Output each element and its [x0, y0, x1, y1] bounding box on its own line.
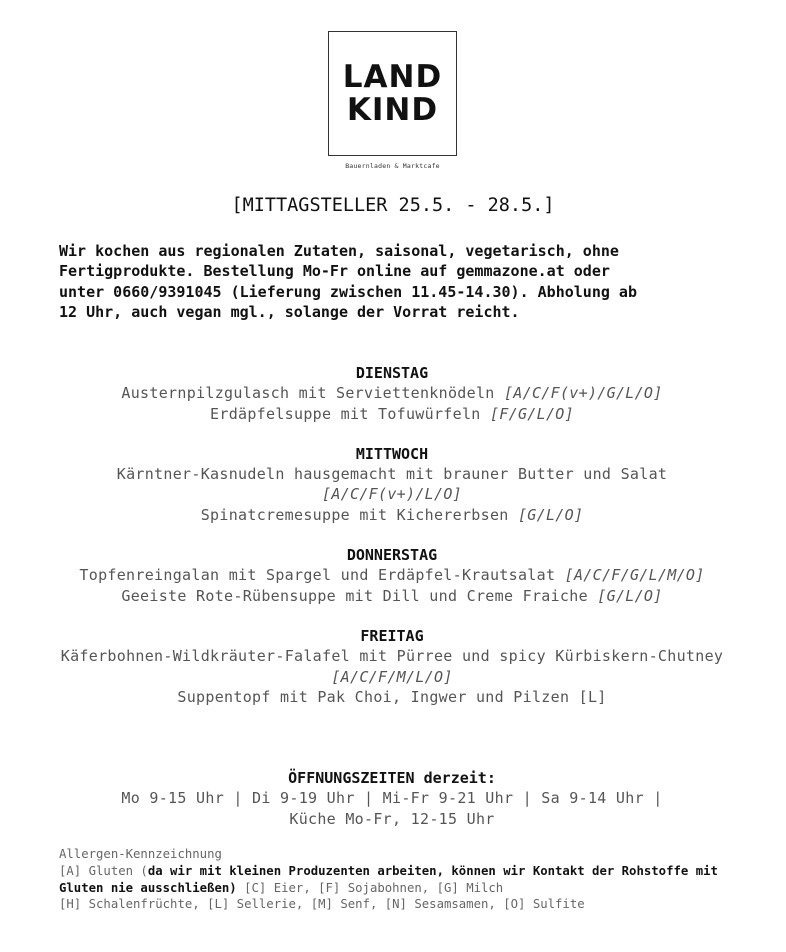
logo-word-kind: KIND: [346, 91, 439, 128]
dish-name: Käferbohnen-Wildkräuter-Falafel mit Pürree und spicy Kürbiskern-Chutney: [60, 647, 724, 666]
intro-text: Wir kochen aus regionalen Zutaten, saisonal, vegetarisch, ohne Fertigprodukte. Bestellung Mo-Fr online auf gemmazone.at oder unter 0660/9391045 (Lieferung zwischen 11.45-14.30). Abholung ab 12 Uhr, auch vegan mgl., solange der Vorrat reicht.: [59, 242, 637, 321]
opening-hours-title: ÖFFNUNGSZEITEN derzeit:: [288, 769, 496, 787]
dish-name: Suppentopf mit Pak Choi, Ingwer und Pilzen [L]: [177, 687, 607, 706]
day-name: FREITAG: [360, 626, 424, 645]
page-title: [MITTAGSTELLER 25.5. - 28.5.]: [231, 195, 555, 216]
dish-allergens: [A/C/F/M/L/O]: [331, 667, 453, 686]
dish-allergens: [F/G/L/O]: [489, 404, 574, 423]
dish-name: Geeiste Rote-Rübensuppe mit Dill und Creme Fraiche: [121, 586, 588, 605]
logo: [328, 31, 457, 156]
dish-name: Spinatcremesuppe mit Kichererbsen: [200, 505, 509, 524]
dish-name: Austernpilzgulasch mit Serviettenknödeln: [121, 384, 495, 403]
dish: [56, 646, 728, 687]
day-wednesday: [56, 444, 728, 525]
day-name: DIENSTAG: [355, 364, 429, 382]
dish: [56, 687, 728, 707]
dish: [56, 586, 728, 606]
allergen-gluten-note: da wir mit kleinen Produzenten arbeiten, können wir Kontakt der Rohstoffe mit Gluten nie ausschließen): [59, 863, 718, 895]
opening-hours-line: Mo 9-15 Uhr | Di 9-19 Uhr | Mi-Fr 9-21 Uhr | Sa 9-14 Uhr |: [121, 789, 663, 808]
logo-subtitle: Bauernladen & Marktcafe: [345, 162, 440, 170]
allergen-list-1: [C] Eier, [F] Sojabohnen, [G] Milch: [236, 880, 504, 895]
kitchen-hours-line: Küche Mo-Fr, 12-15 Uhr: [289, 809, 495, 828]
day-tuesday: [56, 363, 728, 424]
dish: [56, 505, 728, 525]
opening-hours: [56, 768, 728, 829]
logo-word-land: LAND: [342, 58, 443, 95]
dish-allergens: [A/C/F(v+)/G/L/O]: [503, 384, 663, 403]
dish: [56, 383, 728, 403]
day-name: MITTWOCH: [355, 444, 429, 463]
dish-allergens: [A/C/F/G/L/M/O]: [564, 566, 705, 585]
weekly-menu: [56, 363, 728, 727]
day-thursday: [56, 545, 728, 606]
dish-name: Kärntner-Kasnudeln hausgemacht mit brauner Butter und Salat: [116, 465, 668, 484]
dish: [56, 404, 728, 424]
dish-name: Erdäpfelsuppe mit Tofuwürfeln: [210, 404, 481, 423]
dish-allergens: [G/L/O]: [517, 505, 584, 524]
dish: [56, 464, 728, 505]
allergen-legend: [59, 846, 749, 913]
dish-allergens: [G/L/O]: [597, 586, 663, 605]
dish: [56, 565, 728, 585]
allergen-gluten: [A] Gluten (: [59, 863, 148, 878]
allergen-legend-text: [59, 863, 749, 897]
dish-allergens: [A/C/F(v+)/L/O]: [322, 485, 462, 504]
day-name: DONNERSTAG: [346, 546, 438, 565]
allergen-list-2: [H] Schalenfrüchte, [L] Sellerie, [M] Senf, [N] Sesamsamen, [O] Sulfite: [59, 897, 585, 912]
dish-name: Topfenreingalan mit Spargel und Erdäpfel-Krautsalat: [79, 566, 556, 585]
day-friday: [56, 626, 728, 707]
allergen-legend-title: Allergen-Kennzeichnung: [59, 847, 222, 861]
